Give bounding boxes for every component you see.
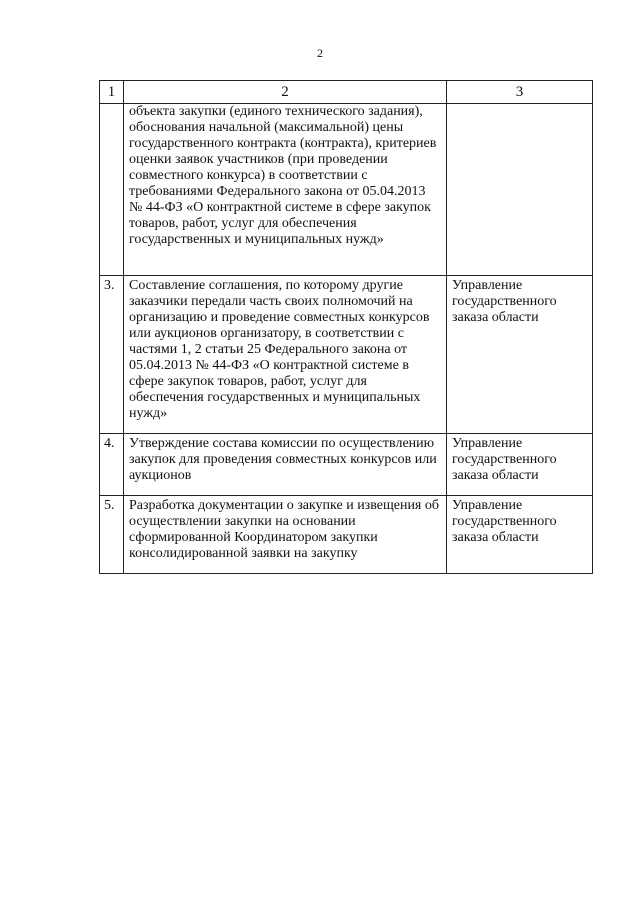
page-number: 2 <box>317 46 323 60</box>
column-header-description: 2 <box>124 81 447 104</box>
table-row <box>100 434 593 496</box>
row-description: Составление соглашения, по которому другие заказчики передали часть своих полномочий на организацию и проведение совместных конкурсов или аукционов организатору, в соответствии с частями 1, 2 статьи 25 Федерального закона от 05.04.2013 № 44-ФЗ «О контрактной системе в сфере закупок товаров, работ, услуг для обеспечения государственных и муниципальных нужд» <box>124 276 447 434</box>
table-row <box>100 276 593 434</box>
row-number <box>100 104 124 276</box>
table-header-row <box>100 81 593 104</box>
row-responsible: Управление государственного заказа области <box>447 276 593 434</box>
column-header-number: 1 <box>100 81 124 104</box>
row-number: 4. <box>100 434 124 496</box>
row-description: Утверждение состава комиссии по осуществлению закупок для проведения совместных конкурсов или аукционов <box>124 434 447 496</box>
row-responsible <box>447 104 593 276</box>
table-row <box>100 104 593 276</box>
procedure-table <box>99 80 593 574</box>
row-number: 5. <box>100 496 124 574</box>
row-description: Разработка документации о закупке и извещения об осуществлении закупки на основании сформированной Координатором закупки консолидированной заявки на закупку <box>124 496 447 574</box>
row-number: 3. <box>100 276 124 434</box>
row-responsible: Управление государственного заказа области <box>447 496 593 574</box>
table-row <box>100 496 593 574</box>
column-header-responsible: 3 <box>447 81 593 104</box>
row-description: объекта закупки (единого технического задания), обоснования начальной (максимальной) цены государственного контракта (контракта), критериев оценки заявок участников (при проведении совместного конкурса) в соответствии с требованиями Федерального закона от 05.04.2013 № 44-ФЗ «О контрактной системе в сфере закупок товаров, работ, услуг для обеспечения государственных и муниципальных нужд» <box>124 104 447 276</box>
row-responsible: Управление государственного заказа области <box>447 434 593 496</box>
